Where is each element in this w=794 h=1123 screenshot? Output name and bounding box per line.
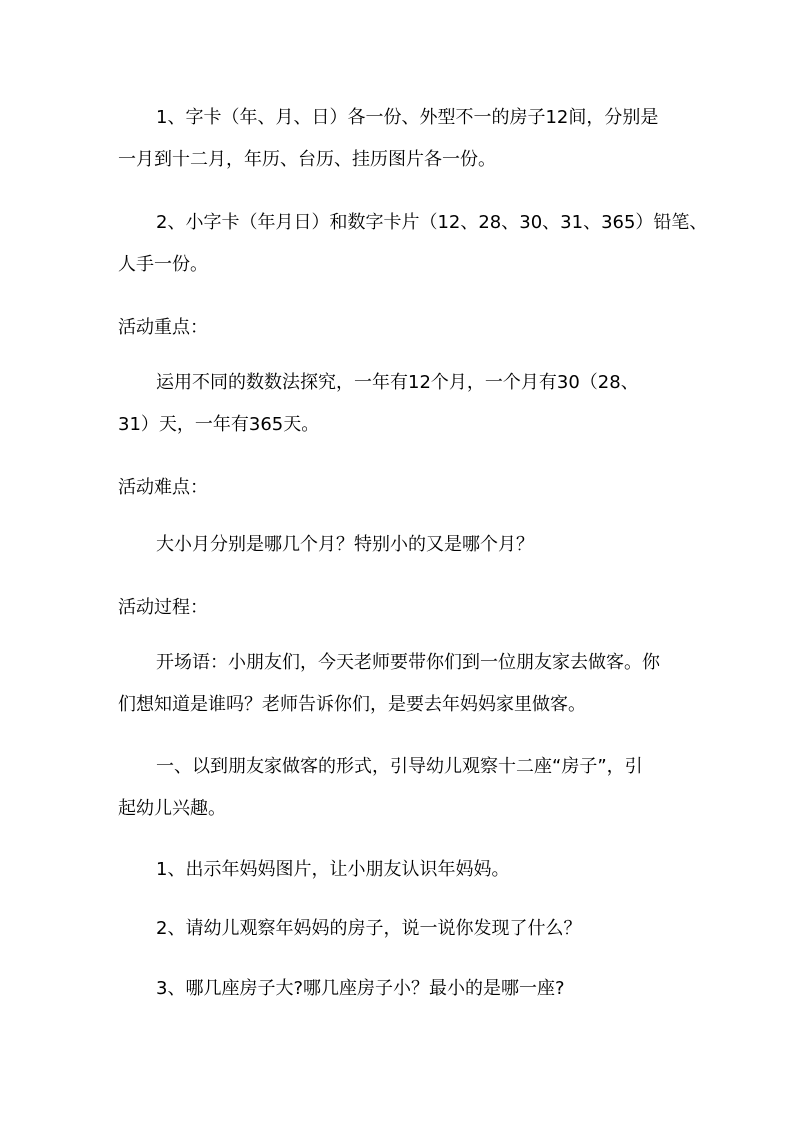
key-points-line-2: 31）天，一年有365天。 xyxy=(118,414,320,435)
materials-item-2-line-2: 人手一份。 xyxy=(118,254,208,275)
section-heading-key-points: 活动重点： xyxy=(118,317,208,338)
section-heading-process: 活动过程： xyxy=(118,597,208,618)
materials-item-2-line-1: 2、小字卡（年月日）和数字卡片（12、28、30、31、365）铅笔、 xyxy=(156,212,708,233)
materials-item-1-line-2: 一月到十二月，年历、台历、挂历图片各一份。 xyxy=(118,149,496,170)
difficult-points-line: 大小月分别是哪几个月？特别小的又是哪个月？ xyxy=(156,534,534,555)
section-heading-difficult-points: 活动难点： xyxy=(118,477,208,498)
step-one-line-1: 一、以到朋友家做客的形式，引导幼儿观察十二座“房子”，引 xyxy=(156,756,643,777)
step-one-item-3: 3、哪几座房子大?哪几座房子小？最小的是哪一座? xyxy=(156,978,565,999)
key-points-line-1: 运用不同的数数法探究，一年有12个月，一个月有30（28、 xyxy=(156,372,639,393)
opening-line-1: 开场语：小朋友们，今天老师要带你们到一位朋友家去做客。你 xyxy=(156,652,660,673)
opening-line-2: 们想知道是谁吗？老师告诉你们，是要去年妈妈家里做客。 xyxy=(118,694,586,715)
step-one-item-2: 2、请幼儿观察年妈妈的房子，说一说你发现了什么？ xyxy=(156,918,582,939)
step-one-line-2: 起幼儿兴趣。 xyxy=(118,798,226,819)
materials-item-1-line-1: 1、字卡（年、月、日）各一份、外型不一的房子12间，分别是 xyxy=(156,107,659,128)
step-one-item-1: 1、出示年妈妈图片，让小朋友认识年妈妈。 xyxy=(156,859,510,880)
